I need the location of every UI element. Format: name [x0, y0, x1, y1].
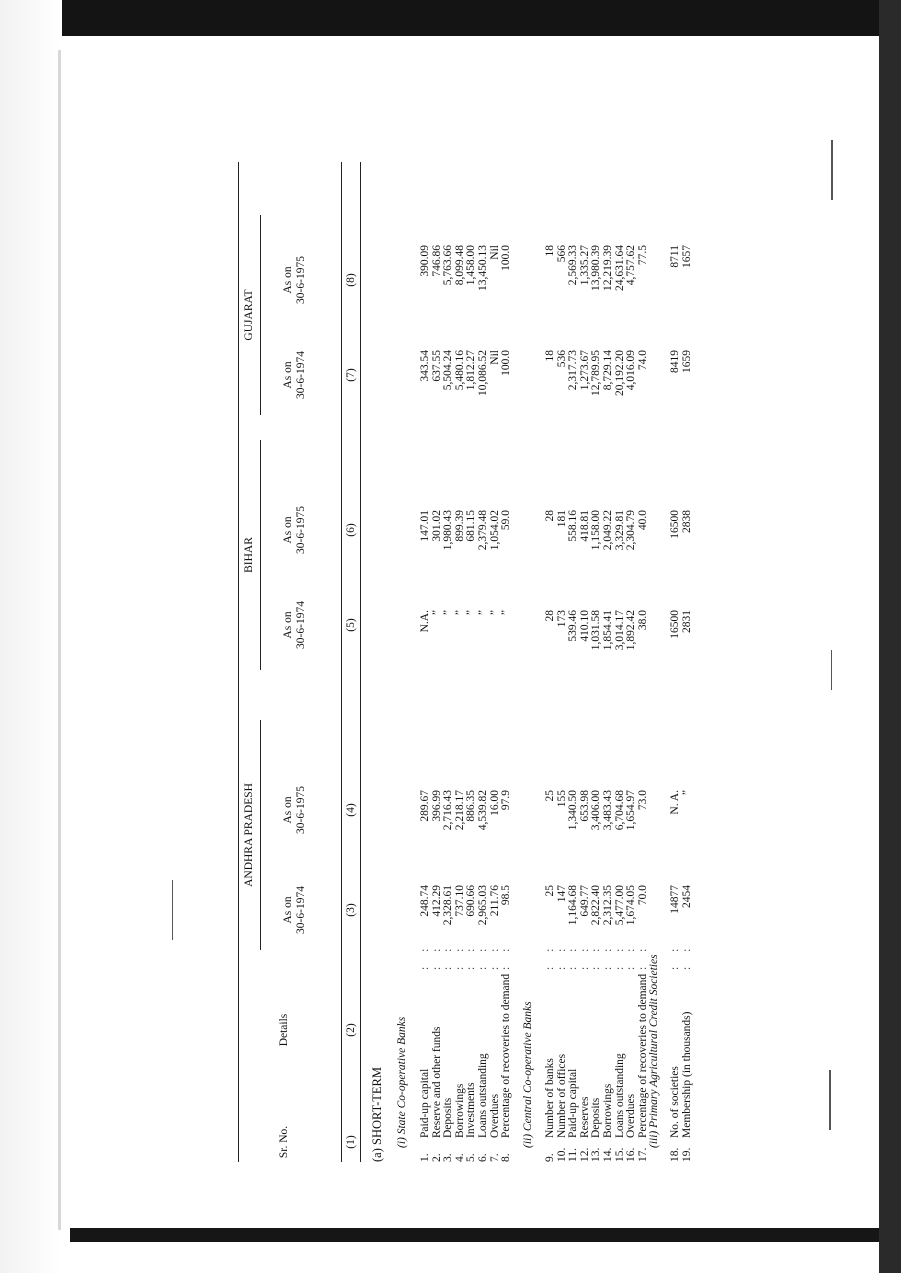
central-bank-cell: 1,674.05	[625, 885, 638, 926]
primary-society-cell: N. A.	[669, 790, 681, 815]
row-number: 16.	[625, 1147, 638, 1162]
scan-page-edge	[58, 50, 61, 1230]
state-bank-cell: 301.02	[430, 510, 443, 542]
col-num: (4)	[345, 803, 357, 817]
row-number: 4.	[453, 1153, 466, 1162]
state-rule	[260, 215, 261, 415]
row-label: Number of banks	[544, 1058, 556, 1138]
row-number: 11.	[567, 1148, 580, 1162]
table-rule	[341, 162, 342, 1162]
state-bank-cell: 737.10	[453, 885, 466, 917]
state-bank-cell: 4,539.82	[477, 790, 489, 831]
central-bank-cell: 3,014.17	[613, 610, 626, 651]
state-bank-cell: 10,086.52	[477, 350, 489, 396]
central-bank-cell: 539.46	[567, 610, 580, 642]
date-column-header	[282, 230, 308, 330]
row-number: 18.	[669, 1147, 681, 1162]
central-bank-cell: 1,340.50	[567, 790, 580, 831]
leader-dots: : :	[602, 942, 614, 970]
state-bank-cell: ”	[500, 610, 513, 616]
row-label: Reserve and other funds	[430, 1026, 443, 1138]
central-bank-cell: 6,704.68	[613, 790, 626, 831]
central-bank-cell: 12,219.39	[602, 245, 614, 291]
section-state-banks: (i) State Co-operative Banks	[396, 1016, 408, 1148]
central-bank-cell: 8,729.14	[602, 350, 614, 391]
primary-society-cell: ”	[680, 790, 693, 796]
central-bank-cell: 5,477.00	[613, 885, 626, 926]
row-label: Loans outstanding	[477, 1053, 489, 1138]
date-header-line: 30-6-1975	[295, 786, 307, 834]
row-number: 14.	[602, 1147, 614, 1162]
date-header-line: 30-6-1975	[295, 256, 307, 304]
date-header-line: As on	[282, 361, 294, 389]
leader-dots: : :	[636, 942, 649, 970]
date-column-header	[282, 325, 308, 425]
col-num: (5)	[345, 618, 357, 632]
central-bank-cell: 181	[555, 510, 568, 528]
scan-left-margin	[0, 0, 62, 1273]
section-primary-societies: (iii) Primary Agricultural Credit Societies	[648, 954, 660, 1148]
annexure-table-page	[170, 160, 693, 1210]
date-header-line: 30-6-1975	[295, 506, 307, 554]
central-bank-cell: 2,569.33	[567, 245, 580, 286]
row-number: 5.	[465, 1153, 478, 1162]
row-label: Reserves	[578, 1096, 591, 1138]
row-number: 2.	[430, 1153, 443, 1162]
row-number: 12.	[578, 1147, 591, 1162]
state-bank-cell: 98.5	[500, 885, 513, 906]
central-bank-cell: 653.98	[578, 790, 591, 822]
state-bank-cell: 637.55	[430, 350, 443, 382]
central-bank-cell: 558.16	[567, 510, 580, 542]
leader-dots: : :	[419, 942, 431, 970]
state-bank-cell: 8,099.48	[453, 245, 466, 286]
state-bank-cell: 2,965.03	[477, 885, 489, 926]
central-bank-cell: 3,406.00	[590, 790, 603, 831]
row-number: 10.	[555, 1147, 568, 1162]
central-bank-cell: 649.77	[578, 885, 591, 917]
state-bank-cell: 16.00	[488, 790, 501, 816]
state-bank-cell: 2,218.17	[453, 790, 466, 831]
state-name-header: GUJARAT	[243, 289, 255, 341]
central-bank-cell: 28	[544, 610, 556, 622]
primary-society-cell: 8711	[669, 245, 681, 268]
row-label: Number of offices	[555, 1053, 568, 1138]
central-bank-cell: 1,158.00	[590, 510, 603, 551]
row-number: 8.	[500, 1153, 513, 1162]
state-bank-cell: 5,504.24	[442, 350, 455, 391]
state-bank-cell: 2,328.61	[442, 885, 455, 926]
state-bank-cell: 1,054.02	[488, 510, 501, 551]
row-label: Overdues	[488, 1093, 501, 1138]
central-bank-cell: 418.81	[578, 510, 591, 542]
primary-society-cell: 2838	[680, 510, 693, 533]
state-bank-cell: 343.54	[419, 350, 431, 382]
central-bank-cell: 40.0	[636, 510, 649, 531]
primary-society-cell: 2831	[680, 610, 693, 633]
leader-dots: : :	[465, 942, 478, 970]
state-bank-cell: ”	[477, 610, 489, 616]
central-bank-cell: 147	[555, 885, 568, 903]
state-bank-cell: 147.01	[419, 510, 431, 542]
state-bank-cell: 1,458.00	[465, 245, 478, 286]
date-header-line: 30-6-1974	[295, 601, 307, 649]
state-bank-cell: 1,980.43	[442, 510, 455, 551]
scan-top-border	[62, 0, 879, 36]
scan-margin-mark	[831, 650, 832, 690]
row-label: Paid-up capital	[419, 1068, 431, 1138]
row-label: Deposits	[442, 1097, 455, 1138]
leader-dots: : :	[669, 942, 681, 970]
central-bank-cell: 38.0	[636, 610, 649, 631]
state-bank-cell: 100.0	[500, 245, 513, 271]
primary-society-cell: 14877	[669, 885, 681, 914]
date-header-line: 30-6-1974	[295, 351, 307, 399]
central-bank-cell: 155	[555, 790, 568, 808]
details-header: Details	[278, 1013, 290, 1047]
central-bank-cell: 74.0	[636, 350, 649, 371]
state-bank-cell: 59.0	[500, 510, 513, 531]
row-label: Paid-up capital	[567, 1068, 580, 1138]
state-bank-cell: Nil	[488, 245, 501, 260]
leader-dots: : :	[625, 942, 638, 970]
primary-society-cell: 1657	[680, 245, 693, 268]
leader-dots: : :	[544, 942, 556, 970]
date-column-header	[282, 575, 308, 675]
row-number: 15.	[613, 1147, 626, 1162]
row-number: 9.	[544, 1153, 556, 1162]
sr-no-header: Sr. No.	[278, 1125, 290, 1159]
central-bank-cell: 2,317.73	[567, 350, 580, 391]
state-bank-cell: 899.39	[453, 510, 466, 542]
row-label: No. of societies	[669, 1066, 681, 1138]
date-header-line: As on	[282, 611, 294, 639]
state-bank-cell: 2,379.48	[477, 510, 489, 551]
row-number: 17.	[636, 1147, 649, 1162]
scan-bottom-border	[70, 1228, 879, 1242]
state-rule	[260, 440, 261, 670]
central-bank-cell: 28	[544, 510, 556, 522]
state-name-header: BIHAR	[243, 537, 255, 573]
leader-dots: : :	[613, 942, 626, 970]
date-header-line: As on	[282, 796, 294, 824]
leader-dots: : :	[477, 942, 489, 970]
date-column-header	[282, 860, 308, 960]
row-label: Percentage of recoveries to demand	[500, 973, 513, 1138]
leader-dots: : :	[555, 942, 568, 970]
primary-society-cell: 8419	[669, 350, 681, 373]
row-number: 6.	[477, 1153, 489, 1162]
leader-dots: : :	[680, 942, 693, 970]
state-bank-cell: 13,450.13	[477, 245, 489, 291]
central-bank-cell: 4,757.62	[625, 245, 638, 286]
central-bank-cell: 70.0	[636, 885, 649, 906]
state-bank-cell: 5,480.16	[453, 350, 466, 391]
state-bank-cell: ”	[442, 610, 455, 616]
row-label: Deposits	[590, 1097, 603, 1138]
col-num: (3)	[345, 903, 357, 917]
state-bank-cell: N.A.	[419, 610, 431, 633]
state-bank-cell: 690.66	[465, 885, 478, 917]
central-bank-cell: 24,631.64	[613, 245, 626, 291]
central-bank-cell: 536	[555, 350, 568, 368]
row-label: Percentage of recoveries to demand	[636, 973, 649, 1138]
central-bank-cell: 18	[544, 245, 556, 257]
state-bank-cell: 211.76	[488, 885, 501, 917]
leader-dots: : :	[578, 942, 591, 970]
leader-dots: : :	[590, 942, 603, 970]
state-rule	[260, 720, 261, 950]
state-bank-cell: 886.35	[465, 790, 478, 822]
central-bank-cell: 13,980.39	[590, 245, 603, 291]
state-bank-cell: 412.29	[430, 885, 443, 917]
row-label: Membership (in thousands)	[680, 1011, 693, 1138]
central-bank-cell: 1,164.68	[567, 885, 580, 926]
date-header-line: As on	[282, 896, 294, 924]
state-bank-cell: 100.0	[500, 350, 513, 376]
leader-dots: : :	[488, 942, 501, 970]
row-number: 19.	[680, 1147, 693, 1162]
page-header	[200, 134, 700, 156]
central-bank-cell: 1,654.97	[625, 790, 638, 831]
row-number: 13.	[590, 1147, 603, 1162]
state-bank-cell: ”	[453, 610, 466, 616]
state-bank-cell: ”	[465, 610, 478, 616]
col-num-1: (1)	[345, 1135, 357, 1149]
state-bank-cell: ”	[430, 610, 443, 616]
state-bank-cell: 289.67	[419, 790, 431, 822]
leader-dots: : :	[500, 942, 513, 970]
state-bank-cell: 746.86	[430, 245, 443, 277]
row-number: 1.	[419, 1153, 431, 1162]
central-bank-cell: 410.10	[578, 610, 591, 642]
central-bank-cell: 25	[544, 790, 556, 802]
central-bank-cell: 2,049.22	[602, 510, 614, 551]
table-rule	[360, 162, 361, 1162]
central-bank-cell: 1,031.58	[590, 610, 603, 651]
col-num: (6)	[345, 523, 357, 537]
central-bank-cell: 1,854.41	[602, 610, 614, 651]
section-short-term: (a) SHORT-TERM	[370, 1067, 384, 1162]
state-bank-cell: Nil	[488, 350, 501, 365]
central-bank-cell: 3,483.43	[602, 790, 614, 831]
date-header-line: As on	[282, 516, 294, 544]
state-bank-cell: 681.15	[465, 510, 478, 542]
state-bank-cell: 396.99	[430, 790, 443, 822]
central-bank-cell: 3,329.81	[613, 510, 626, 551]
central-bank-cell: 566	[555, 245, 568, 263]
central-bank-cell: 77.5	[636, 245, 649, 266]
row-label: Overdues	[625, 1093, 638, 1138]
date-column-header	[282, 480, 308, 580]
central-bank-cell: 2,822.40	[590, 885, 603, 926]
scan-margin-mark	[831, 140, 833, 200]
primary-society-cell: 16500	[669, 510, 681, 539]
primary-society-cell: 2454	[680, 885, 693, 908]
state-bank-cell: 390.09	[419, 245, 431, 277]
central-bank-cell: 20,192.20	[613, 350, 626, 396]
primary-society-cell: 1659	[680, 350, 693, 373]
row-label: Investments	[465, 1082, 478, 1138]
date-header-line: As on	[282, 266, 294, 294]
central-bank-cell: 18	[544, 350, 556, 362]
leader-dots: : :	[430, 942, 443, 970]
row-number: 7.	[488, 1153, 501, 1162]
central-bank-cell: 12,789.95	[590, 350, 603, 396]
col-num: (7)	[345, 368, 357, 382]
state-bank-cell: 2,716.43	[442, 790, 455, 831]
central-bank-cell: 4,016.09	[625, 350, 638, 391]
col-num: (8)	[345, 273, 357, 287]
leader-dots: : :	[453, 942, 466, 970]
row-label: Borrowings	[453, 1083, 466, 1138]
central-bank-cell: 2,312.35	[602, 885, 614, 926]
state-bank-cell: 1,812.27	[465, 350, 478, 391]
state-bank-cell: 97.9	[500, 790, 513, 811]
row-label: Loans outstanding	[613, 1053, 626, 1138]
state-bank-cell: 5,763.66	[442, 245, 455, 286]
leader-dots: : :	[442, 942, 455, 970]
scan-margin-mark	[829, 1070, 831, 1130]
central-bank-cell: 73.0	[636, 790, 649, 811]
date-header-line: 30-6-1974	[295, 886, 307, 934]
state-name-header: ANDHRA PRADESH	[243, 783, 255, 887]
table-rule	[238, 162, 239, 1162]
row-label: Borrowings	[602, 1083, 614, 1138]
row-number: 3.	[442, 1153, 455, 1162]
date-column-header	[282, 760, 308, 860]
central-bank-cell: 25	[544, 885, 556, 897]
scan-right-border	[879, 0, 901, 1273]
central-bank-cell: 1,273.67	[578, 350, 591, 391]
state-bank-cell: ”	[488, 610, 501, 616]
central-bank-cell: 1,892.42	[625, 610, 638, 651]
primary-society-cell: 16500	[669, 610, 681, 639]
section-central-banks: (ii) Central Co-operative Banks	[522, 1001, 534, 1148]
central-bank-cell: 173	[555, 610, 568, 628]
central-bank-cell: 2,304.79	[625, 510, 638, 551]
leader-dots: : :	[567, 942, 580, 970]
col-num-2: (2)	[345, 1023, 357, 1037]
state-bank-cell: 248.74	[419, 885, 431, 917]
central-bank-cell: 1,335.27	[578, 245, 591, 286]
